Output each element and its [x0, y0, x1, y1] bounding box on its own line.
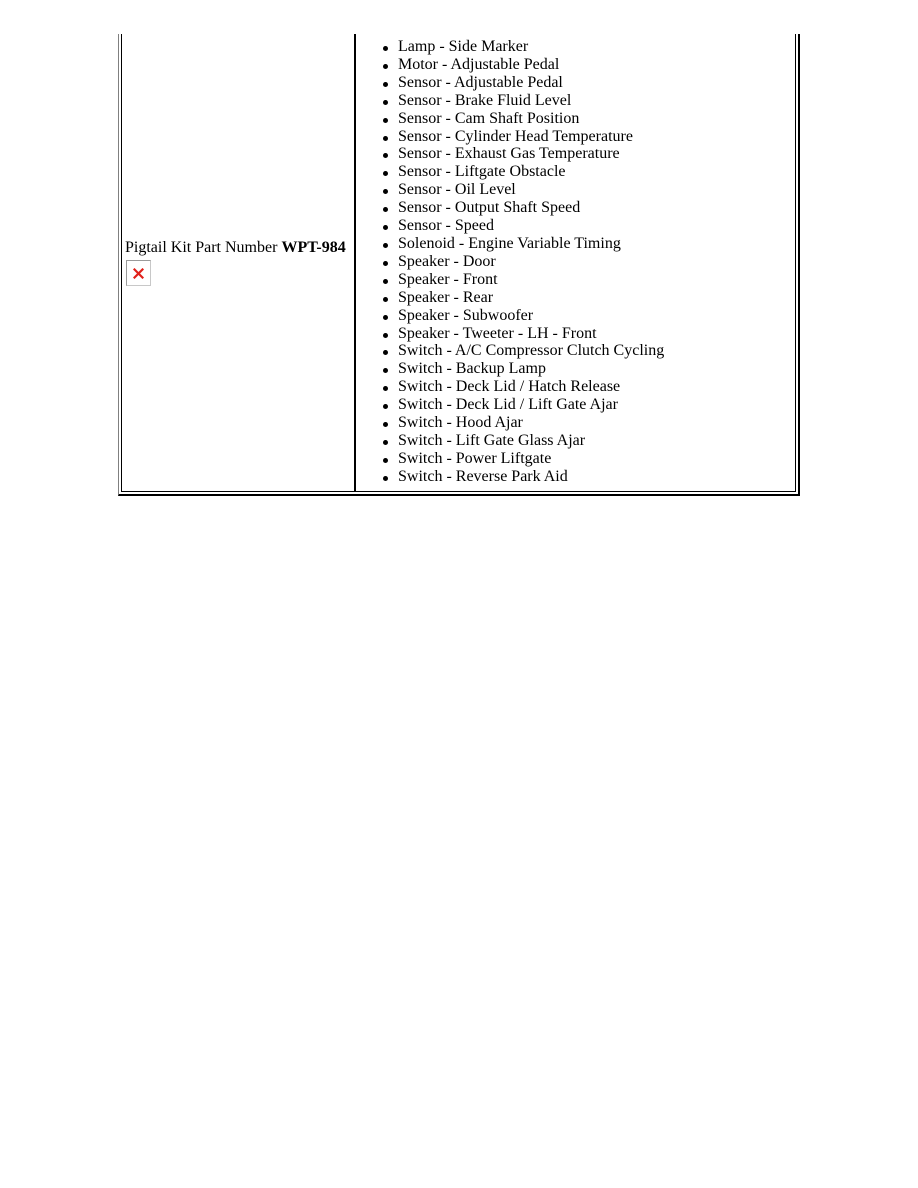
list-item: Speaker - Rear: [398, 289, 795, 307]
list-item: Switch - Lift Gate Glass Ajar: [398, 432, 795, 450]
list-item: Sensor - Speed: [398, 217, 795, 235]
list-item: Sensor - Brake Fluid Level: [398, 92, 795, 110]
list-item: Solenoid - Engine Variable Timing: [398, 235, 795, 253]
list-item: Motor - Adjustable Pedal: [398, 56, 795, 74]
list-item: Switch - Deck Lid / Hatch Release: [398, 378, 795, 396]
list-item: Speaker - Subwoofer: [398, 307, 795, 325]
red-x-icon: [133, 268, 144, 279]
list-item: Sensor - Exhaust Gas Temperature: [398, 145, 795, 163]
pigtail-kit-table: [121, 34, 796, 492]
list-item: Sensor - Cam Shaft Position: [398, 110, 795, 128]
kit-cell: [121, 34, 355, 492]
list-item: Sensor - Adjustable Pedal: [398, 74, 795, 92]
list-item: Sensor - Cylinder Head Temperature: [398, 128, 795, 146]
list-item: Sensor - Oil Level: [398, 181, 795, 199]
circuit-list: [356, 38, 795, 486]
list-item: Switch - Power Liftgate: [398, 450, 795, 468]
list-item: Speaker - Door: [398, 253, 795, 271]
list-item: Speaker - Tweeter - LH - Front: [398, 325, 795, 343]
kit-part-number: WPT-984: [281, 239, 346, 256]
broken-image-icon: [126, 260, 151, 286]
list-item: Lamp - Side Marker: [398, 38, 795, 56]
list-item: Switch - Hood Ajar: [398, 414, 795, 432]
circuits-cell: [355, 34, 796, 492]
list-item: Switch - Backup Lamp: [398, 360, 795, 378]
list-item: Speaker - Front: [398, 271, 795, 289]
list-item: Switch - Deck Lid / Lift Gate Ajar: [398, 396, 795, 414]
list-item: Switch - A/C Compressor Clutch Cycling: [398, 342, 795, 360]
list-item: Sensor - Liftgate Obstacle: [398, 163, 795, 181]
table-row: [121, 34, 796, 492]
kit-label: Pigtail Kit Part Number: [125, 239, 278, 256]
list-item: Switch - Reverse Park Aid: [398, 468, 795, 486]
pigtail-kit-table-frame: [118, 34, 800, 496]
list-item: Sensor - Output Shaft Speed: [398, 199, 795, 217]
kit-title: [125, 239, 354, 257]
